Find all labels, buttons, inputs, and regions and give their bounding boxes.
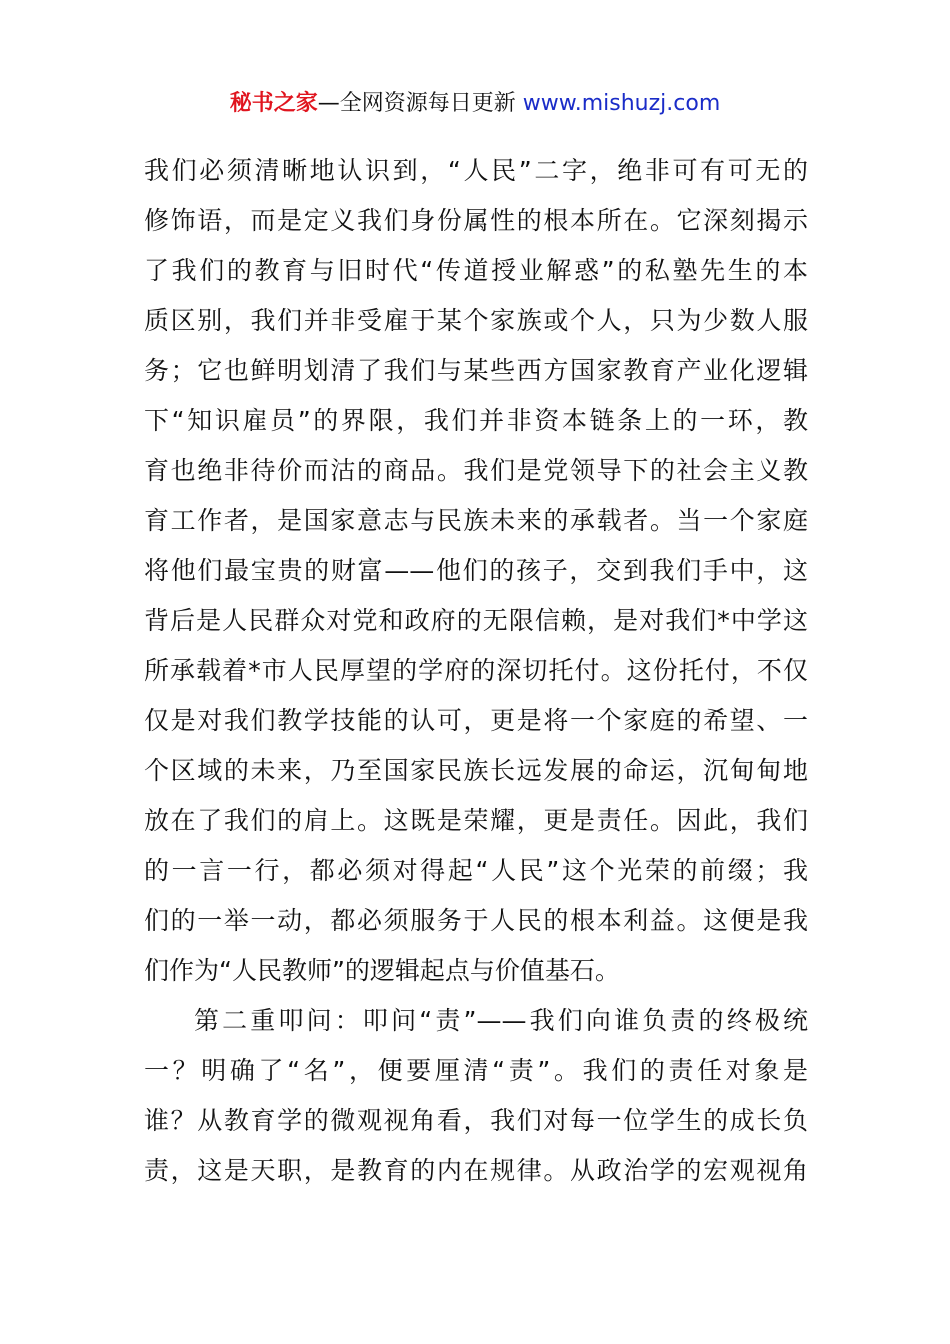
header-url-link[interactable]: www.mishuzj.com [522, 91, 721, 116]
text-line: 放在了我们的肩上。这既是荣耀，更是责任。因此，我们 [144, 806, 808, 835]
text-line: 的一言一行，都必须对得起“人民”这个光荣的前缀；我 [144, 856, 808, 885]
text-line: 育也绝非待价而沽的商品。我们是党领导下的社会主义教 [144, 456, 808, 485]
text-line: 所承载着*市人民厚望的学府的深切托付。这份托付，不仅 [144, 656, 808, 685]
text-line-paragraph-start: 第二重叩问：叩问“责”——我们向谁负责的终极统 [194, 1006, 808, 1035]
text-line: 务；它也鲜明划清了我们与某些西方国家教育产业化逻辑 [144, 356, 808, 385]
text-line: 背后是人民群众对党和政府的无限信赖，是对我们*中学这 [144, 606, 808, 635]
text-line: 育工作者，是国家意志与民族未来的承载者。当一个家庭 [144, 506, 808, 535]
text-line: 了我们的教育与旧时代“传道授业解惑”的私塾先生的本 [144, 256, 808, 285]
text-line: 一？明确了“名”，便要厘清“责”。我们的责任对象是 [144, 1056, 808, 1085]
text-line: 修饰语，而是定义我们身份属性的根本所在。它深刻揭示 [144, 206, 808, 235]
page-header [0, 88, 950, 120]
text-line: 我们必须清晰地认识到，“人民”二字，绝非可有可无的 [144, 156, 808, 185]
text-line: 责，这是天职，是教育的内在规律。从政治学的宏观视角 [144, 1156, 808, 1185]
text-line: 们作为“人民教师”的逻辑起点与价值基石。 [144, 956, 620, 985]
body-text [144, 146, 808, 1196]
text-line: 下“知识雇员”的界限，我们并非资本链条上的一环，教 [144, 406, 808, 435]
text-line: 将他们最宝贵的财富——他们的孩子，交到我们手中，这 [144, 556, 808, 585]
header-tagline: —全网资源每日更新 [317, 91, 523, 116]
text-line: 仅是对我们教学技能的认可，更是将一个家庭的希望、一 [144, 706, 808, 735]
text-line: 质区别，我们并非受雇于某个家族或个人，只为少数人服 [144, 306, 808, 335]
text-line: 们的一举一动，都必须服务于人民的根本利益。这便是我 [144, 906, 808, 935]
text-line: 谁？从教育学的微观视角看，我们对每一位学生的成长负 [144, 1106, 808, 1135]
text-line: 个区域的未来，乃至国家民族长远发展的命运，沉甸甸地 [144, 756, 808, 785]
header-brand: 秘书之家 [229, 91, 318, 116]
